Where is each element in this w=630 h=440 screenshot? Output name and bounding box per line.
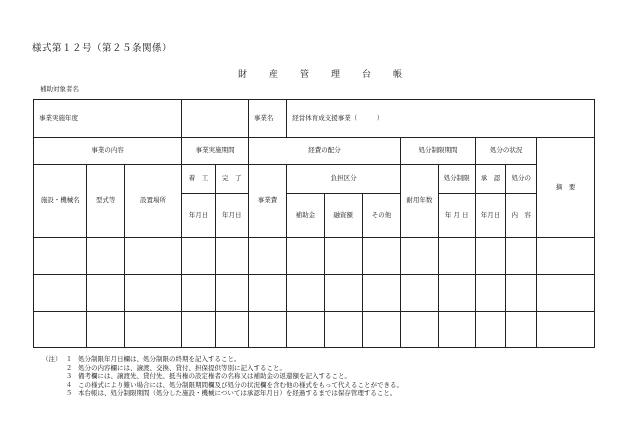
- project-name-value[interactable]: 経営体育成支援事業（ ）: [287, 100, 595, 138]
- table-cell[interactable]: [182, 275, 215, 312]
- table-cell[interactable]: [401, 275, 438, 312]
- approval-header-bottom: 年月日: [475, 194, 505, 238]
- notes-section: [42, 355, 403, 398]
- ledger-title: 財産管理台帳: [238, 70, 425, 80]
- facility-name-header: 施設・機械名: [34, 165, 87, 238]
- note-number: ３: [65, 372, 73, 381]
- finish-header-bottom: 年月日: [215, 194, 248, 238]
- other-header: その他: [362, 194, 400, 238]
- disposal-content-header-bottom: 内 容: [506, 194, 537, 238]
- table-row: [34, 312, 595, 348]
- period-group-header: 事業実施期間: [182, 138, 249, 165]
- table-cell[interactable]: [215, 238, 248, 275]
- table-cell[interactable]: [401, 238, 438, 275]
- note-number: ２: [65, 363, 73, 372]
- table-cell[interactable]: [287, 312, 324, 348]
- content-group-header: 事業の内容: [34, 138, 182, 165]
- notes-mark: （注）: [42, 355, 62, 363]
- table-row: [34, 275, 595, 312]
- restriction-date-header-bottom: 年 月 日: [438, 194, 475, 238]
- remarks-header: 摘 要: [537, 138, 595, 238]
- fiscal-year-label: 事業実施年度: [34, 100, 182, 138]
- table-cell[interactable]: [248, 238, 286, 275]
- disposal-content-header-top: 処分の: [506, 165, 537, 194]
- note-item: [42, 372, 403, 381]
- restriction-date-header-top: 処分制限: [438, 165, 475, 194]
- table-cell[interactable]: [87, 238, 124, 275]
- table-cell[interactable]: [34, 275, 87, 312]
- fiscal-year-value[interactable]: [182, 100, 249, 138]
- table-cell[interactable]: [34, 238, 87, 275]
- table-cell[interactable]: [124, 312, 182, 348]
- burden-group-header: 負担区分: [287, 165, 401, 194]
- note-number: ４: [65, 380, 73, 389]
- table-cell[interactable]: [287, 275, 324, 312]
- table-cell[interactable]: [362, 275, 400, 312]
- table-cell[interactable]: [182, 238, 215, 275]
- table-cell[interactable]: [401, 312, 438, 348]
- table-cell[interactable]: [537, 275, 595, 312]
- model-header: 型式等: [87, 165, 124, 238]
- table-cell[interactable]: [287, 238, 324, 275]
- table-cell[interactable]: [324, 275, 362, 312]
- table-cell[interactable]: [215, 312, 248, 348]
- useful-life-header: 耐用年数: [401, 165, 438, 238]
- table-cell[interactable]: [362, 238, 400, 275]
- table-cell[interactable]: [506, 312, 537, 348]
- table-cell[interactable]: [475, 238, 505, 275]
- note-number: ５: [65, 389, 73, 398]
- table-cell[interactable]: [124, 275, 182, 312]
- table-cell[interactable]: [87, 312, 124, 348]
- note-text: 処分制限年月日欄は、処分制限の終期を記入すること。: [78, 355, 241, 363]
- start-header-top: 着 工: [182, 165, 215, 194]
- table-cell[interactable]: [324, 312, 362, 348]
- table-cell[interactable]: [324, 238, 362, 275]
- cost-group-header: 経費の配分: [248, 138, 400, 165]
- start-header-bottom: 年月日: [182, 194, 215, 238]
- note-number: １: [65, 355, 73, 363]
- table-cell[interactable]: [34, 312, 87, 348]
- note-text: 備考欄には、譲渡先、貸付先、抵当権の設定権者の名称又は補助金の返還額を記入すること。: [78, 372, 351, 381]
- table-cell[interactable]: [362, 312, 400, 348]
- note-item: [42, 355, 403, 364]
- table-cell[interactable]: [537, 238, 595, 275]
- note-text: 処分の内容欄には、譲渡、交換、貸付、担保提供等別に記入すること。: [78, 363, 286, 372]
- table-cell[interactable]: [248, 312, 286, 348]
- table-cell[interactable]: [506, 238, 537, 275]
- table-row: [34, 238, 595, 275]
- note-item: [42, 389, 403, 398]
- disposal-group-header: 処分の状況: [475, 138, 537, 165]
- table-cell[interactable]: [215, 275, 248, 312]
- table-cell[interactable]: [537, 312, 595, 348]
- table-cell[interactable]: [506, 275, 537, 312]
- table-cell[interactable]: [87, 275, 124, 312]
- asset-ledger-table: [33, 99, 595, 348]
- finish-header-top: 完 了: [215, 165, 248, 194]
- subsidy-header: 補助金: [287, 194, 324, 238]
- table-cell[interactable]: [182, 312, 215, 348]
- table-cell[interactable]: [438, 312, 475, 348]
- note-text: 本台帳は、処分制限期間（処分した施設・機械については承認年月日）を経過するまでは保存管理すること。: [78, 389, 397, 398]
- note-item: [42, 364, 403, 373]
- table-cell[interactable]: [248, 275, 286, 312]
- project-cost-header: 事業費: [248, 165, 286, 238]
- table-cell[interactable]: [475, 312, 505, 348]
- table-cell[interactable]: [124, 238, 182, 275]
- financing-header: 融資額: [324, 194, 362, 238]
- restriction-group-header: 処分制限期間: [401, 138, 476, 165]
- location-header: 設置場所: [124, 165, 182, 238]
- table-cell[interactable]: [438, 275, 475, 312]
- table-cell[interactable]: [475, 275, 505, 312]
- project-name-label: 事業名: [248, 100, 286, 138]
- note-text: この様式により難い場合には、処分制限期間欄及び処分の状況欄を含む他の様式をもって代えることができる。: [78, 380, 403, 389]
- approval-header-top: 承 認: [475, 165, 505, 194]
- table-cell[interactable]: [438, 238, 475, 275]
- recipient-label: 補助対象者名: [40, 85, 79, 93]
- form-number: 様式第１２号（第２５条関係）: [32, 43, 173, 54]
